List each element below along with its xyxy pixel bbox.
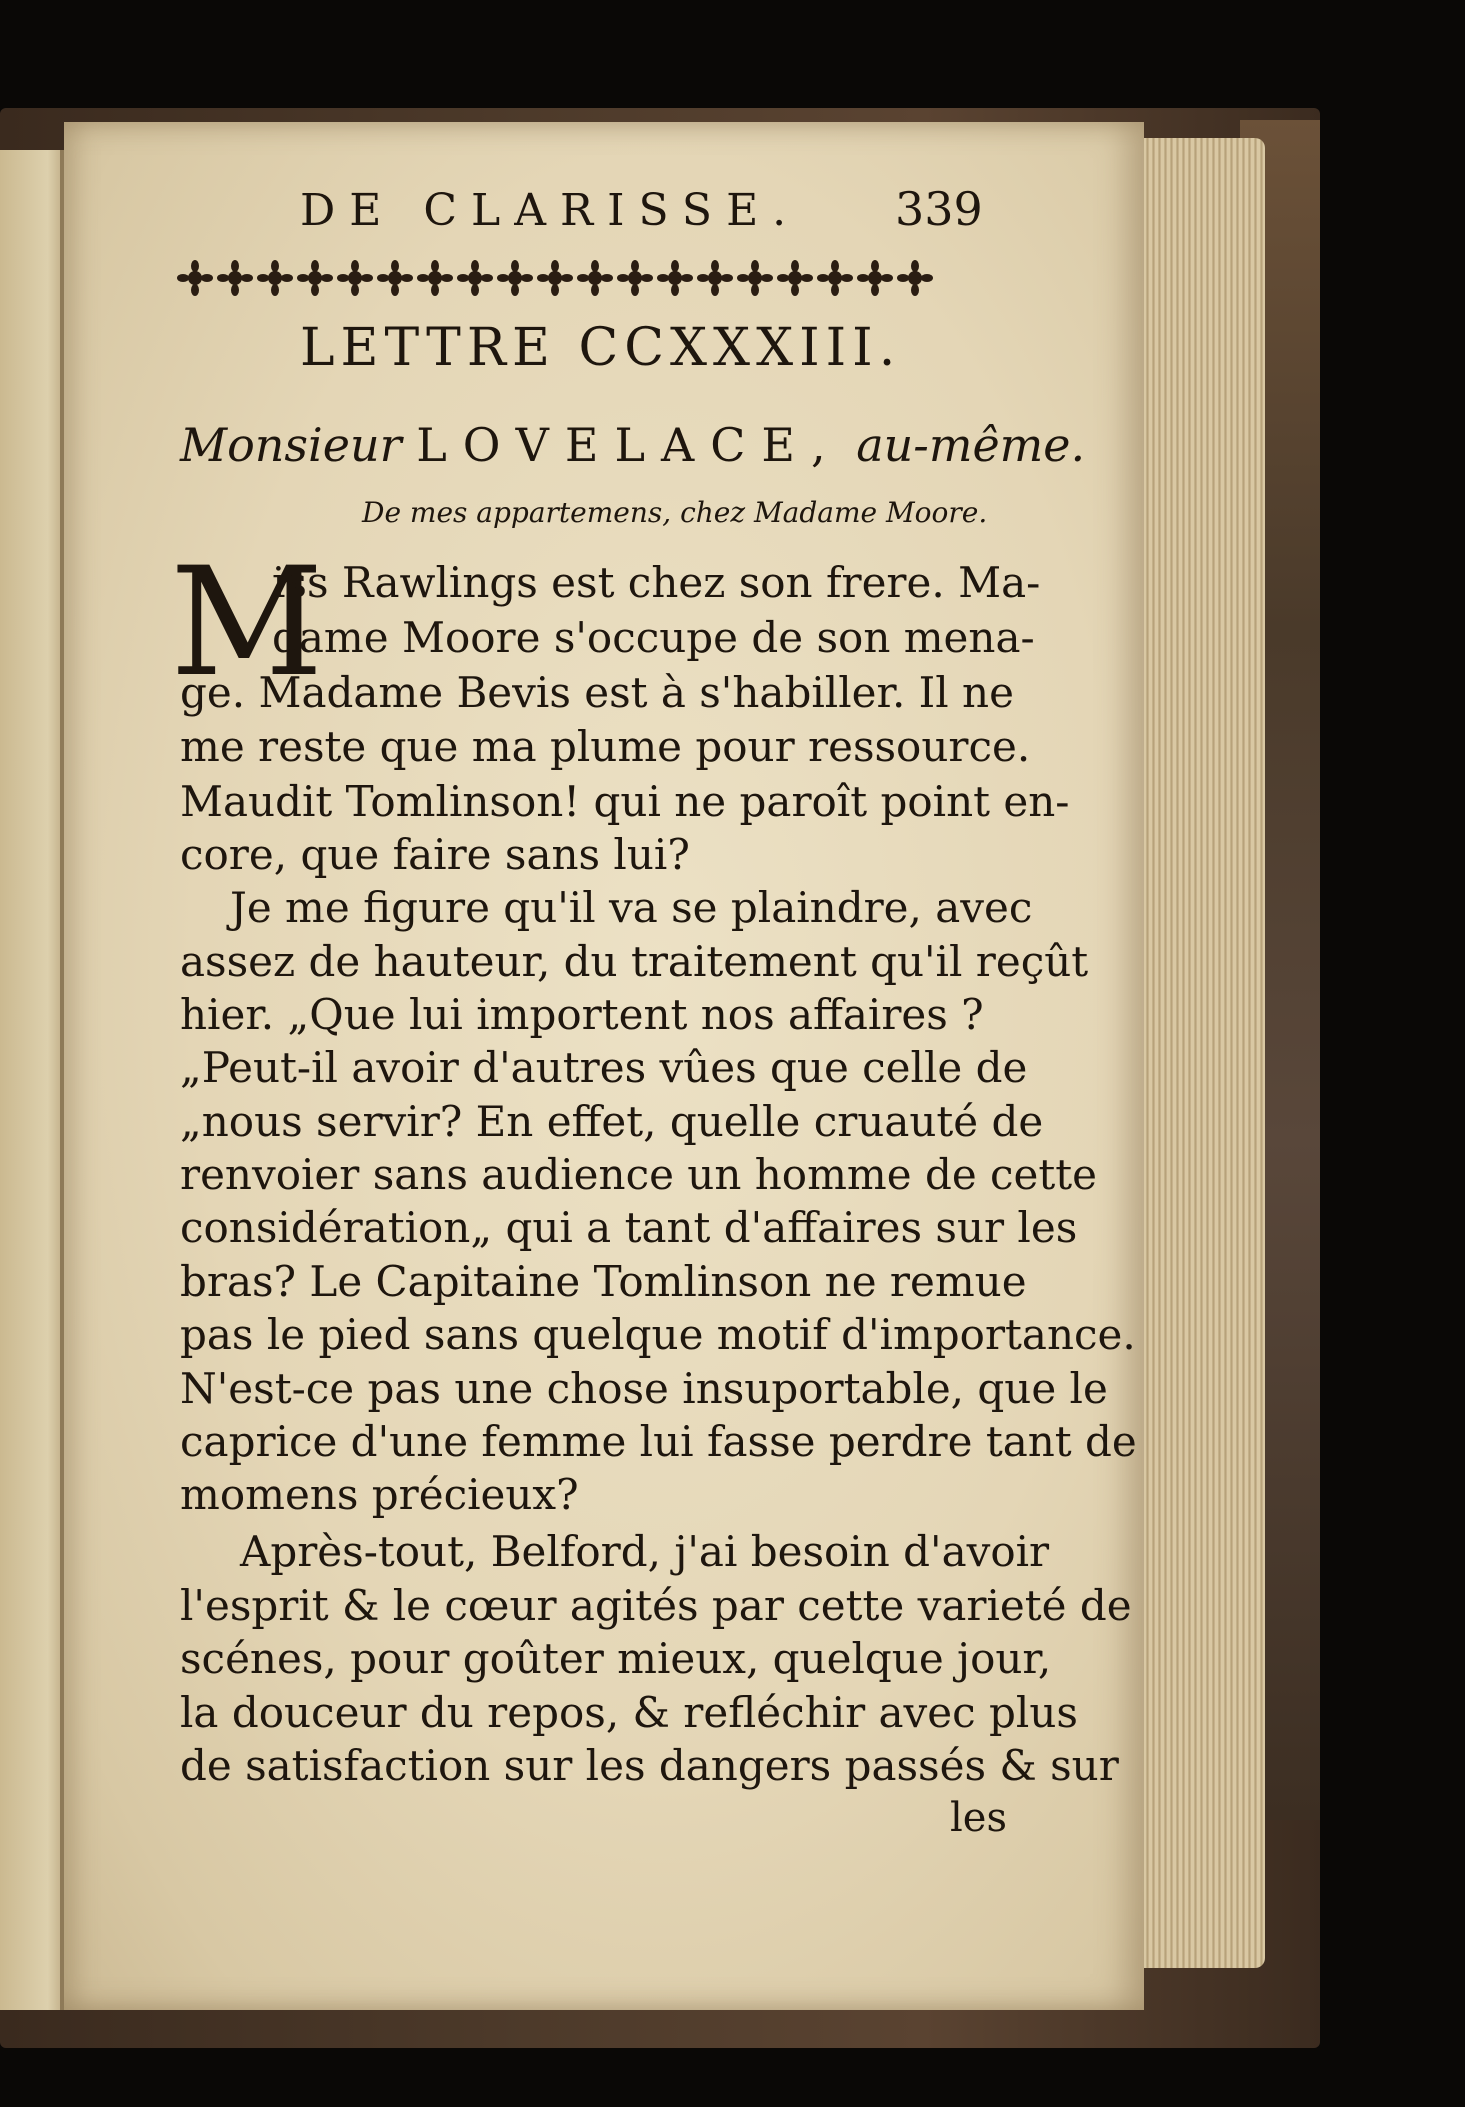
address-suffix: au-même. bbox=[856, 418, 1086, 472]
dateline: De mes appartemens, chez Madame Moore. bbox=[362, 496, 988, 529]
fleuron-ornament bbox=[697, 260, 733, 296]
body-line: N'est-ce pas une chose insuportable, que le bbox=[180, 1364, 1108, 1413]
fleuron-ornament bbox=[777, 260, 813, 296]
fleuron-ornament bbox=[297, 260, 333, 296]
page-block-edges bbox=[1125, 138, 1265, 1968]
letter-title: LETTRE CCXXXIII. bbox=[300, 318, 902, 378]
fleuron-ornament bbox=[177, 260, 213, 296]
fleuron-ornament bbox=[737, 260, 773, 296]
body-line: me reste que ma plume pour ressource. bbox=[180, 722, 1031, 771]
body-line: bras? Le Capitaine Tomlinson ne remue bbox=[180, 1257, 1027, 1306]
body-line: „nous servir? En effet, quelle cruauté de bbox=[180, 1097, 1044, 1146]
body-line: l'esprit & le cœur agités par cette varieté de bbox=[180, 1581, 1132, 1630]
fleuron-ornament bbox=[377, 260, 413, 296]
fleuron-ornament bbox=[537, 260, 573, 296]
body-line: renvoier sans audience un homme de cette bbox=[180, 1150, 1098, 1199]
drop-cap: M bbox=[170, 536, 324, 710]
fleuron-ornament bbox=[337, 260, 373, 296]
body-line: „Peut-il avoir d'autres vûes que celle de bbox=[180, 1043, 1028, 1092]
fleuron-ornament bbox=[457, 260, 493, 296]
page-number: 339 bbox=[895, 182, 983, 236]
body-line: considération„ qui a tant d'affaires sur les bbox=[180, 1203, 1078, 1252]
fleuron-ornament bbox=[657, 260, 693, 296]
body-line: Je me figure qu'il va se plaindre, avec bbox=[230, 883, 1033, 932]
fleuron-row bbox=[177, 260, 933, 296]
fleuron-ornament bbox=[417, 260, 453, 296]
fleuron-ornament bbox=[577, 260, 613, 296]
fleuron-ornament bbox=[617, 260, 653, 296]
body-line: pas le pied sans quelque motif d'importance. bbox=[180, 1310, 1136, 1359]
fleuron-ornament bbox=[857, 260, 893, 296]
body-line: ge. Madame Bevis est à s'habiller. Il ne bbox=[180, 668, 1014, 717]
fleuron-ornament bbox=[257, 260, 293, 296]
body-line: la douceur du repos, & refléchir avec plus bbox=[180, 1688, 1078, 1737]
address-prefix: Monsieur bbox=[180, 418, 402, 472]
body-line: assez de hauteur, du traitement qu'il reçût bbox=[180, 937, 1089, 986]
fleuron-ornament bbox=[817, 260, 853, 296]
catchword: les bbox=[950, 1795, 1007, 1841]
body-line: scénes, pour goûter mieux, quelque jour, bbox=[180, 1634, 1052, 1683]
fleuron-ornament bbox=[897, 260, 933, 296]
body-line: dame Moore s'occupe de son mena- bbox=[272, 613, 1035, 662]
ornament-band bbox=[175, 252, 975, 304]
address-name: LOVELACE, bbox=[416, 418, 842, 472]
body-line: de satisfaction sur les dangers passés & sur bbox=[180, 1741, 1119, 1790]
body-line: core, que faire sans lui? bbox=[180, 830, 690, 879]
fleuron-ornament bbox=[497, 260, 533, 296]
body-line: Maudit Tomlinson! qui ne paroît point en- bbox=[180, 777, 1070, 826]
body-line: caprice d'une femme lui fasse perdre tant de bbox=[180, 1417, 1137, 1466]
body-line: momens précieux? bbox=[180, 1470, 579, 1519]
body-line: iss Rawlings est chez son frere. Ma- bbox=[272, 558, 1041, 607]
left-page-edge bbox=[0, 150, 68, 2010]
body-line: hier. „Que lui importent nos affaires ? bbox=[180, 990, 984, 1039]
fleuron-ornament bbox=[217, 260, 253, 296]
running-head: DE CLARISSE. bbox=[300, 185, 801, 236]
letter-address bbox=[180, 418, 1085, 472]
body-line: Après-tout, Belford, j'ai besoin d'avoir bbox=[240, 1527, 1050, 1576]
